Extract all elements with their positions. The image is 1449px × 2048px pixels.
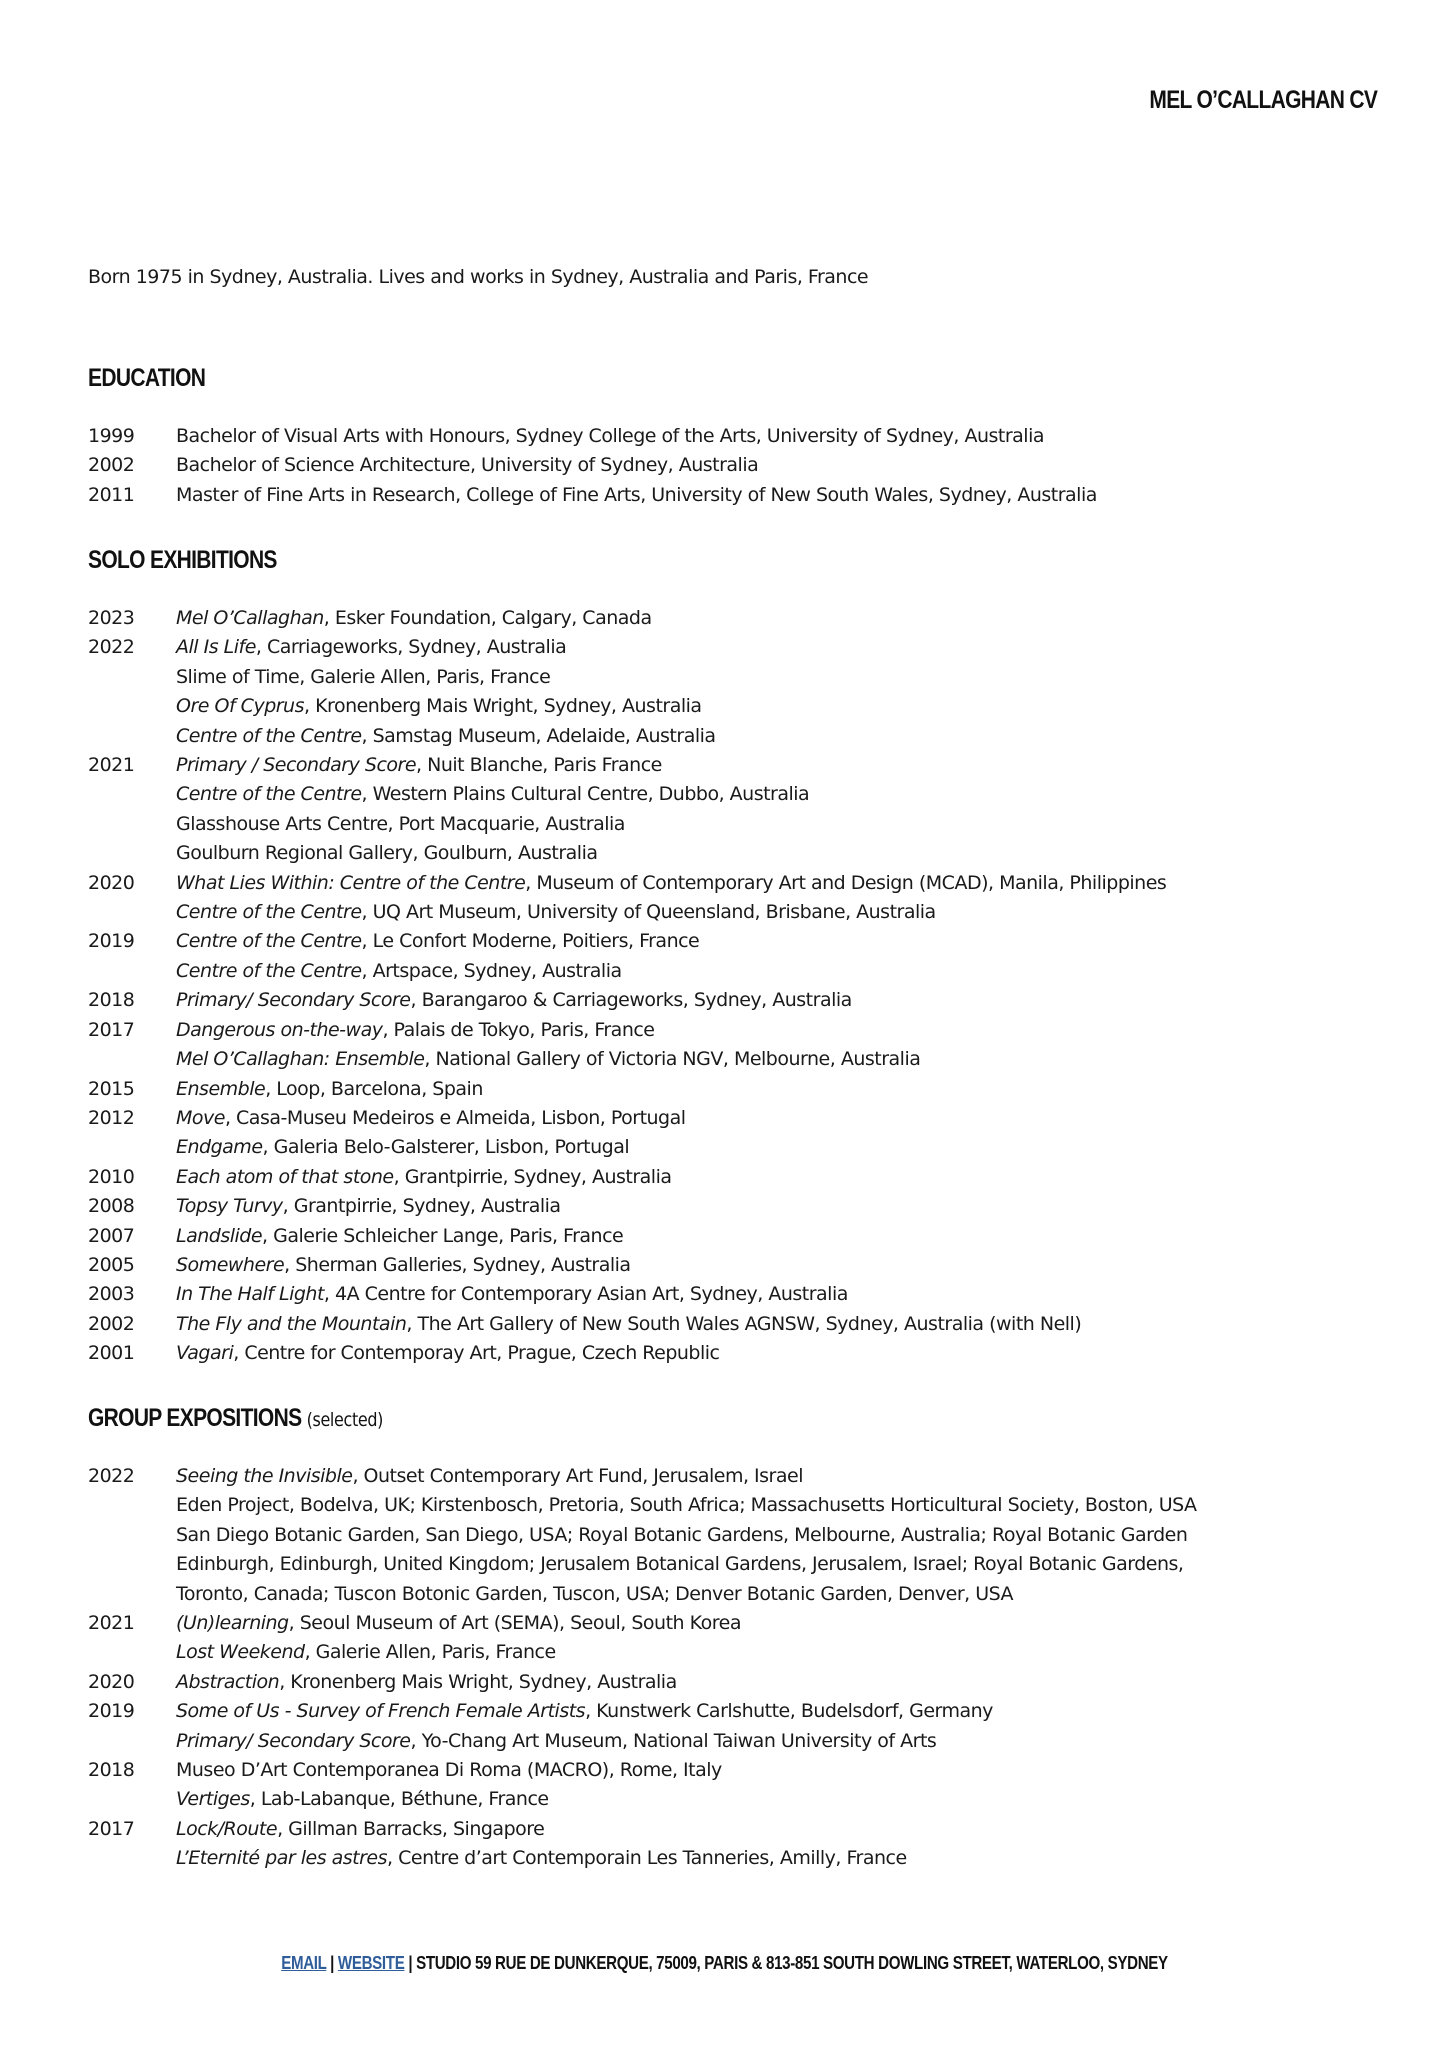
entry-line [176,1310,1378,1339]
cv-entry [88,1163,1378,1192]
entry-line [176,692,1378,721]
entry-detail: , Museum of Contemporary Art and Design (MCAD), Manila, Philippines [525,871,1167,894]
entry-lines [176,1222,1378,1251]
work-title: Primary/ Secondary Score [176,1729,411,1752]
work-title: Each atom of that stone [176,1165,394,1188]
entry-line [176,957,1378,986]
entry-line [176,604,1378,633]
cv-entry [88,1609,1378,1668]
entry-detail: , Galerie Allen, Paris, France [304,1641,556,1664]
section-heading [88,544,1172,576]
entry-line [176,927,1378,956]
entries-list [88,422,1378,510]
cv-entry [88,1104,1378,1163]
email-link[interactable]: EMAIL [281,1953,327,1973]
cv-entry [88,751,1378,869]
entry-line [176,1668,1378,1697]
entry-year: 2008 [88,1195,135,1218]
entry-year: 2021 [88,1612,135,1635]
section-heading [88,362,1172,394]
entry-lines [176,451,1378,480]
entry-detail: Slime of Time, Galerie Allen, Paris, France [176,665,551,688]
entry-year: 2017 [88,1018,135,1041]
entry-line [176,1756,1378,1785]
work-title: Ore Of Cyprus [176,695,305,718]
entry-detail: , Carriageworks, Sydney, Australia [255,636,567,659]
entry-lines [176,1462,1378,1609]
work-title: Centre of the Centre [176,724,362,747]
entry-line [176,1222,1378,1251]
entry-detail: , UQ Art Museum, University of Queensland, Brisbane, Australia [361,901,936,924]
entry-year: 2007 [88,1224,135,1247]
entry-detail: Goulburn Regional Gallery, Goulburn, Australia [176,842,598,865]
entry-line [176,1580,1378,1609]
entry-detail: , Galeria Belo-Galsterer, Lisbon, Portugal [262,1136,630,1159]
entry-line [176,422,1378,451]
work-title: Endgame [176,1136,263,1159]
entry-line [176,1727,1378,1756]
entry-line [176,481,1378,510]
entry-line [176,1280,1378,1309]
entry-line [176,663,1378,692]
entry-line [176,810,1378,839]
entry-detail: , 4A Centre for Contemporary Asian Art, Sydney, Australia [323,1283,848,1306]
work-title: The Fly and the Mountain [176,1312,407,1335]
work-title: Somewhere [176,1253,285,1276]
entry-line [176,1697,1378,1726]
entry-detail: , Seoul Museum of Art (SEMA), Seoul, South Korea [288,1612,741,1635]
work-title: Topsy Turvy [176,1195,283,1218]
entry-line [176,839,1378,868]
entry-lines [176,633,1378,751]
cv-entry [88,1075,1378,1104]
entry-detail: , Lab-Labanque, Béthune, France [249,1788,549,1811]
entry-lines [176,751,1378,869]
entry-detail: Museo D’Art Contemporanea Di Roma (MACRO), Rome, Italy [176,1759,722,1782]
entry-detail: , Nuit Blanche, Paris France [416,754,662,777]
cv-entry [88,1756,1378,1815]
cv-entry [88,869,1378,928]
entry-year: 2003 [88,1283,135,1306]
entry-year: 1999 [88,425,135,447]
entry-year: 2010 [88,1165,135,1188]
website-link[interactable]: WEBSITE [337,1953,405,1973]
entry-detail: , Casa-Museu Medeiros e Almeida, Lisbon, Portugal [224,1106,686,1129]
cv-entry [88,1016,1378,1075]
entry-detail: , Gillman Barracks, Singapore [277,1817,545,1840]
entry-lines [176,604,1378,633]
entry-detail: , Galerie Schleicher Lange, Paris, France [262,1224,624,1247]
entry-detail: , Kronenberg Mais Wright, Sydney, Australia [304,695,702,718]
cv-entry [88,1280,1378,1309]
entry-line [176,1521,1378,1550]
work-title: (Un)learning [176,1612,289,1635]
entry-line [176,1815,1378,1844]
cv-entry [88,451,1378,480]
entry-year: 2001 [88,1342,135,1365]
work-title: Vertiges [176,1788,250,1811]
work-title: Lock/Route [176,1817,278,1840]
entry-detail: Bachelor of Visual Arts with Honours, Sydney College of the Arts, University of Sydney, Australia [176,425,1044,447]
entry-line [176,1844,1378,1873]
entry-detail: , Grantpirrie, Sydney, Australia [393,1165,672,1188]
entries-list [88,1462,1378,1874]
entry-lines [176,1697,1378,1756]
entry-detail: Eden Project, Bodelva, UK; Kirstenbosch, Pretoria, South Africa; Massachusetts Horticultural Society, Boston, USA [176,1494,1197,1517]
section-heading-text: EDUCATION [88,364,206,392]
entry-lines [176,1075,1378,1104]
entry-detail: , Kronenberg Mais Wright, Sydney, Australia [279,1670,677,1693]
work-title: Lost Weekend [176,1641,305,1664]
footer-separator: | [330,1953,335,1973]
cv-entry [88,927,1378,986]
entry-year: 2020 [88,1670,135,1693]
footer-address: | STUDIO 59 RUE DE DUNKERQUE, 75009, PARIS & 813-851 SOUTH DOWLING STREET, WATERLOO, SYDNEY [408,1953,1168,1973]
entry-detail: Toronto, Canada; Tuscon Botonic Garden, Tuscon, USA; Denver Botanic Garden, Denver, USA [176,1582,1014,1605]
work-title: Centre of the Centre [176,783,362,806]
work-title: Vagari [176,1342,234,1365]
document-title: MEL O’CALLAGHAN CV [1149,86,1377,114]
entry-year: 2020 [88,871,135,894]
entry-detail: Master of Fine Arts in Research, College of Fine Arts, University of New South Wales, Sydney, Australia [176,483,1097,506]
entry-detail: Glasshouse Arts Centre, Port Macquarie, Australia [176,812,625,835]
entry-detail: , The Art Gallery of New South Wales AGNSW, Sydney, Australia (with Nell) [406,1312,1082,1335]
entry-lines [176,1668,1378,1697]
entry-year: 2018 [88,989,135,1012]
work-title: All Is Life [176,636,256,659]
cv-entry [88,1222,1378,1251]
entry-line [176,780,1378,809]
entry-year: 2019 [88,1700,135,1723]
entry-line [176,1104,1378,1133]
section-heading [88,1402,1172,1434]
cv-entry [88,1310,1378,1339]
entry-line [176,751,1378,780]
entry-line [176,898,1378,927]
entry-line [176,1045,1378,1074]
work-title: Landslide [176,1224,263,1247]
entry-detail: , Kunstwerk Carlshutte, Budelsdorf, Germany [585,1700,993,1723]
cv-entry [88,604,1378,633]
entry-detail: , Barangaroo & Carriageworks, Sydney, Australia [410,989,852,1012]
footer [116,1953,1333,1974]
entry-line [176,1016,1378,1045]
entry-detail: , Centre for Contemporay Art, Prague, Czech Republic [233,1342,720,1365]
entry-lines [176,1815,1378,1874]
entry-lines [176,1251,1378,1280]
cv-entry [88,422,1378,451]
work-title: Seeing the Invisible [176,1465,353,1487]
entry-line [176,1609,1378,1638]
entry-line [176,986,1378,1015]
entry-lines [176,869,1378,928]
entry-year: 2019 [88,930,135,953]
entry-year: 2002 [88,454,135,477]
work-title: Move [176,1106,225,1129]
entry-year: 2023 [88,607,135,629]
cv-entry [88,1668,1378,1697]
entry-line [176,1785,1378,1814]
entry-line [176,1491,1378,1520]
entry-year: 2005 [88,1253,135,1276]
entry-detail: , Esker Foundation, Calgary, Canada [323,607,652,629]
cv-entry [88,986,1378,1015]
entry-year: 2022 [88,1465,135,1487]
entry-detail: , Palais de Tokyo, Paris, France [382,1018,655,1041]
entry-lines [176,1310,1378,1339]
entry-lines [176,1339,1378,1368]
cv-entry [88,1192,1378,1221]
work-title: In The Half Light [176,1283,324,1306]
entry-year: 2022 [88,636,135,659]
entry-detail: Bachelor of Science Architecture, University of Sydney, Australia [176,454,759,477]
section-solo-exhibitions [88,544,1378,1369]
entry-line [176,1638,1378,1667]
entry-line [176,1462,1378,1491]
section-group-expositions [88,1402,1378,1874]
entry-detail: , Western Plains Cultural Centre, Dubbo, Australia [361,783,810,806]
section-education [88,362,1378,510]
work-title: Some of Us - Survey of French Female Artists [176,1700,586,1723]
entry-line [176,869,1378,898]
entry-detail: , Artspace, Sydney, Australia [361,959,622,982]
entry-year: 2011 [88,483,135,506]
entry-lines [176,986,1378,1015]
entry-line [176,1133,1378,1162]
work-title: Centre of the Centre [176,930,362,953]
entry-year: 2018 [88,1759,135,1782]
work-title: Mel O’Callaghan: Ensemble [176,1048,425,1071]
entry-lines [176,1280,1378,1309]
entry-lines [176,422,1378,451]
entry-year: 2015 [88,1077,135,1100]
entry-line [176,1075,1378,1104]
entry-line [176,1550,1378,1579]
entry-year: 2017 [88,1817,135,1840]
entry-lines [176,1104,1378,1163]
entry-year: 2021 [88,754,135,777]
cv-entry [88,1339,1378,1368]
entry-year: 2002 [88,1312,135,1335]
work-title: Abstraction [176,1670,280,1693]
entry-detail: , Samstag Museum, Adelaide, Australia [361,724,716,747]
entry-line [176,1163,1378,1192]
entry-lines [176,481,1378,510]
entry-lines [176,1163,1378,1192]
entry-detail: , Grantpirrie, Sydney, Australia [282,1195,561,1218]
entry-detail: Edinburgh, Edinburgh, United Kingdom; Jerusalem Botanical Gardens, Jerusalem, Israel; Royal Botanic Gardens, [176,1553,1184,1576]
entry-detail: , Centre d’art Contemporain Les Tanneries, Amilly, France [387,1847,907,1870]
cv-entry [88,633,1378,751]
entry-lines [176,1756,1378,1815]
work-title: What Lies Within: Centre of the Centre [176,871,526,894]
intro-text: Born 1975 in Sydney, Australia. Lives and works in Sydney, Australia and Paris, France [88,266,869,288]
entry-line [176,1339,1378,1368]
section-heading-text: SOLO EXHIBITIONS [88,546,277,574]
work-title: Centre of the Centre [176,959,362,982]
entry-line [176,1251,1378,1280]
entry-lines [176,1609,1378,1668]
entry-line [176,722,1378,751]
cv-entry [88,1815,1378,1874]
entry-lines [176,1016,1378,1075]
cv-entry [88,1251,1378,1280]
work-title: Mel O’Callaghan [176,607,324,629]
section-subheading: (selected) [306,1409,384,1431]
work-title: Primary / Secondary Score [176,754,417,777]
work-title: L’Eternité par les astres [176,1847,388,1870]
entry-detail: , Sherman Galleries, Sydney, Australia [284,1253,631,1276]
work-title: Ensemble [176,1077,266,1100]
entry-year: 2012 [88,1106,135,1129]
work-title: Centre of the Centre [176,901,362,924]
section-heading-text: GROUP EXPOSITIONS [88,1404,302,1432]
entry-line [176,633,1378,662]
cv-entry [88,481,1378,510]
entry-detail: , Le Confort Moderne, Poitiers, France [361,930,700,953]
work-title: Primary/ Secondary Score [176,989,411,1012]
entry-line [176,451,1378,480]
entry-lines [176,927,1378,986]
entry-lines [176,1192,1378,1221]
entry-line [176,1192,1378,1221]
entry-detail: San Diego Botanic Garden, San Diego, USA; Royal Botanic Gardens, Melbourne, Australia; Royal Botanic Garden [176,1523,1188,1546]
entry-detail: , Outset Contemporary Art Fund, Jerusalem, Israel [352,1465,803,1487]
entry-detail: , Loop, Barcelona, Spain [265,1077,483,1100]
cv-entry [88,1462,1378,1609]
cv-entry [88,1697,1378,1756]
entry-detail: , National Gallery of Victoria NGV, Melbourne, Australia [424,1048,921,1071]
entries-list [88,604,1378,1369]
work-title: Dangerous on-the-way [176,1018,383,1041]
entry-detail: , Yo-Chang Art Museum, National Taiwan University of Arts [410,1729,937,1752]
